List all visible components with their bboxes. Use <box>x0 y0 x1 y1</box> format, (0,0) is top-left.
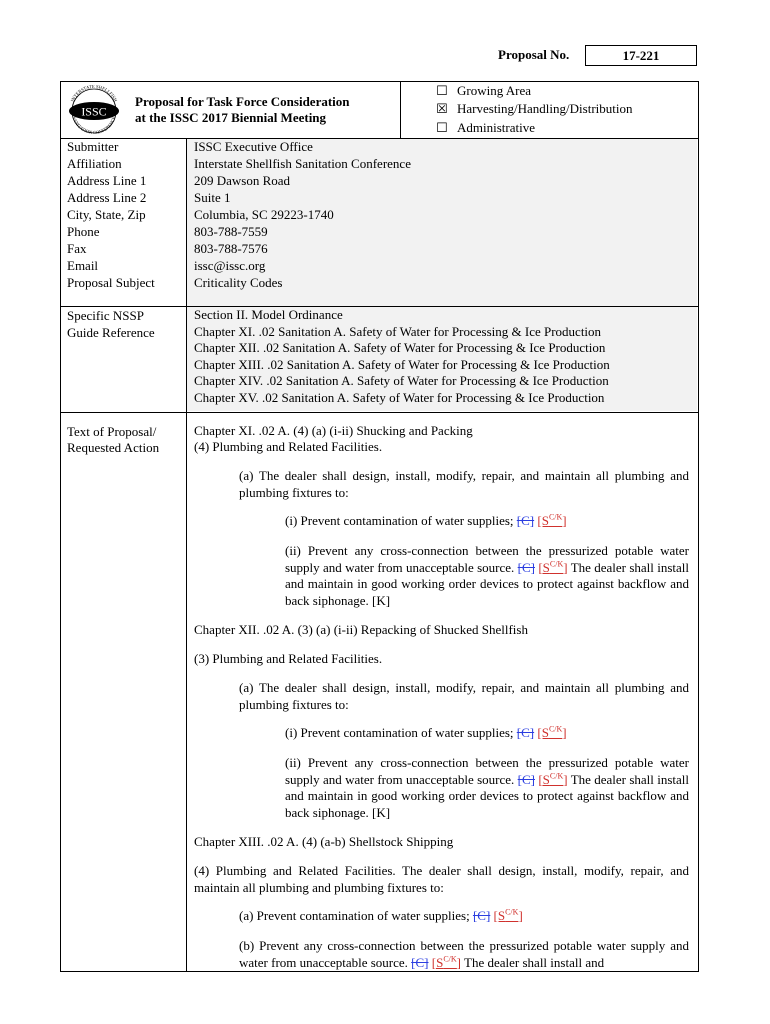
ch11-item-i: (i) Prevent contamination of water supplies; [C] $[S^{C/K}]$ <box>285 512 567 528</box>
field-value-city-state-zip: Columbia, SC 29223-1740 <box>194 207 334 222</box>
header-divider <box>400 81 401 138</box>
deleted-code: [C] <box>516 513 535 528</box>
guide-reference-item: Chapter XI. .02 Sanitation A. Safety of Water for Processing & Ice Production <box>194 323 602 339</box>
field-value-email: issc@issc.org <box>194 258 266 273</box>
field-value-fax: 803-788-7576 <box>194 241 268 256</box>
proposal-text-label-line1: Text of Proposal/ <box>67 424 157 439</box>
column-divider <box>186 138 187 971</box>
ch12-item-ii: (ii) Prevent any cross-connection between the pressurized potable water supply and water from unacceptable source. [C] $[S^{C/K}]$ The dealer shall install and maintain in good working order devices to protect against backflow and back siphonage. [K] <box>285 755 690 820</box>
guide-reference-item: Chapter XIV. .02 Sanitation A. Safety of Water for Processing & Ice Production <box>194 373 609 388</box>
ch13-item-b: (b) Prevent any cross-connection between the pressurized potable water supply and water from unacceptable source. [C] $[S^{C/K}]$ The dealer shall install and <box>239 938 689 970</box>
category-administrative[interactable] <box>435 120 535 136</box>
ch11-item-ii: (ii) Prevent any cross-connection between the pressurized potable water supply and water from unacceptable source. [C] $[S^{C/K}]$ The dealer shall install and maintain in good working order devices to protect against backflow and back siphonage. [K] <box>285 543 690 608</box>
ch12-subheading: (3) Plumbing and Related Facilities. <box>194 651 383 666</box>
ch13-heading: Chapter XIII. .02 A. (4) (a-b) Shellstock Shipping <box>194 834 454 849</box>
field-value-phone: 803-788-7559 <box>194 224 268 239</box>
proposal-number-value: 17-221 <box>585 45 697 66</box>
deleted-code: [C] <box>516 725 535 740</box>
guide-reference-list <box>194 307 610 406</box>
field-label-address1: Address Line 1 <box>67 173 147 188</box>
category-label: Growing Area <box>457 83 532 98</box>
guide-reference-item: Section II. Model Ordinance <box>194 307 343 322</box>
deleted-code: [C] <box>517 559 535 575</box>
field-label-address2: Address Line 2 <box>67 190 147 205</box>
deleted-code: [C] <box>472 908 491 923</box>
checkbox-icon[interactable]: ☐ <box>436 83 448 98</box>
inserted-code: $[S^{C/K}]$ <box>537 512 567 528</box>
guide-reference-label-line1: Specific NSSP <box>67 308 144 323</box>
guide-reference-item: Chapter XII. .02 Sanitation A. Safety of Water for Processing & Ice Production <box>194 340 606 355</box>
category-label: Harvesting/Handling/Distribution <box>457 101 633 116</box>
inserted-code: $[S^{C/K}]$ <box>431 954 462 970</box>
ch11-heading: Chapter XI. .02 A. (4) (a) (i-ii) Shucking and Packing <box>194 423 473 438</box>
issc-logo <box>66 85 122 135</box>
category-harvesting[interactable] <box>435 101 632 117</box>
field-label-email: Email <box>67 258 99 273</box>
field-value-submitter: ISSC Executive Office <box>194 139 313 154</box>
field-label-phone: Phone <box>67 224 100 239</box>
ch13-item-a: (a) Prevent contamination of water supplies; [C] $[S^{C/K}]$ <box>239 907 523 923</box>
field-value-affiliation: Interstate Shellfish Sanitation Conference <box>194 156 411 171</box>
field-label-fax: Fax <box>67 241 87 256</box>
ch12-paragraph-a: (a) The dealer shall design, install, modify, repair, and maintain all plumbing and plumbing fixtures to: <box>239 680 689 712</box>
ch12-item-i: (i) Prevent contamination of water supplies; [C] $[S^{C/K}]$ <box>285 724 567 740</box>
ch12-heading: Chapter XII. .02 A. (3) (a) (i-ii) Repacking of Shucked Shellfish <box>194 622 528 637</box>
guide-reference-item: Chapter XIII. .02 Sanitation A. Safety of Water for Processing & Ice Production <box>194 356 610 372</box>
svg-text:INTERSTATE SHELLFISH <box>70 85 119 103</box>
proposal-title-line1: Proposal for Task Force Consideration <box>135 94 350 109</box>
inserted-code: $[S^{C/K}]$ <box>538 559 568 575</box>
logo-ring-bottom: SANITATION CONFERENCE <box>71 115 117 135</box>
field-label-subject: Proposal Subject <box>67 275 155 290</box>
table-rule <box>60 138 698 139</box>
guide-reference-label-line2: Guide Reference <box>67 325 155 340</box>
logo-ring-top: INTERSTATE SHELLFISH <box>69 85 119 103</box>
proposal-text-label-line2: Requested Action <box>67 440 160 455</box>
deleted-code: [C] <box>411 954 429 970</box>
ch11-paragraph-a: (a) The dealer shall design, install, modify, repair, and maintain all plumbing and plumbing fixtures to: <box>239 468 689 500</box>
checkbox-icon[interactable]: ☐ <box>436 120 448 135</box>
field-label-submitter: Submitter <box>67 139 119 154</box>
inserted-code: $[S^{C/K}]$ <box>537 724 567 740</box>
field-value-address1: 209 Dawson Road <box>194 173 291 188</box>
ch11-subheading: (4) Plumbing and Related Facilities. <box>194 439 383 454</box>
category-label: Administrative <box>457 120 535 135</box>
field-label-affiliation: Affiliation <box>67 156 122 171</box>
inserted-code: $[S^{C/K}]$ <box>538 771 568 787</box>
inserted-code: $[S^{C/K}]$ <box>493 907 523 923</box>
checkbox-checked-icon[interactable]: ☒ <box>436 101 448 116</box>
table-rule <box>60 412 698 413</box>
proposal-number-label: Proposal No. <box>498 47 570 62</box>
category-growing-area[interactable] <box>435 83 531 99</box>
field-value-address2: Suite 1 <box>194 190 231 205</box>
proposal-title-line2: at the ISSC 2017 Biennial Meeting <box>135 110 327 125</box>
logo-text: ISSC <box>81 104 107 119</box>
ch13-subheading: (4) Plumbing and Related Facilities. The dealer shall design, install, modify, repair, and maintain all plumbing and plumbing fixtures to: <box>194 863 689 895</box>
field-value-subject: Criticality Codes <box>194 275 283 290</box>
deleted-code: [C] <box>517 771 535 787</box>
guide-reference-item: Chapter XV. .02 Sanitation A. Safety of Water for Processing & Ice Production <box>194 389 605 405</box>
field-label-city-state-zip: City, State, Zip <box>67 207 146 222</box>
